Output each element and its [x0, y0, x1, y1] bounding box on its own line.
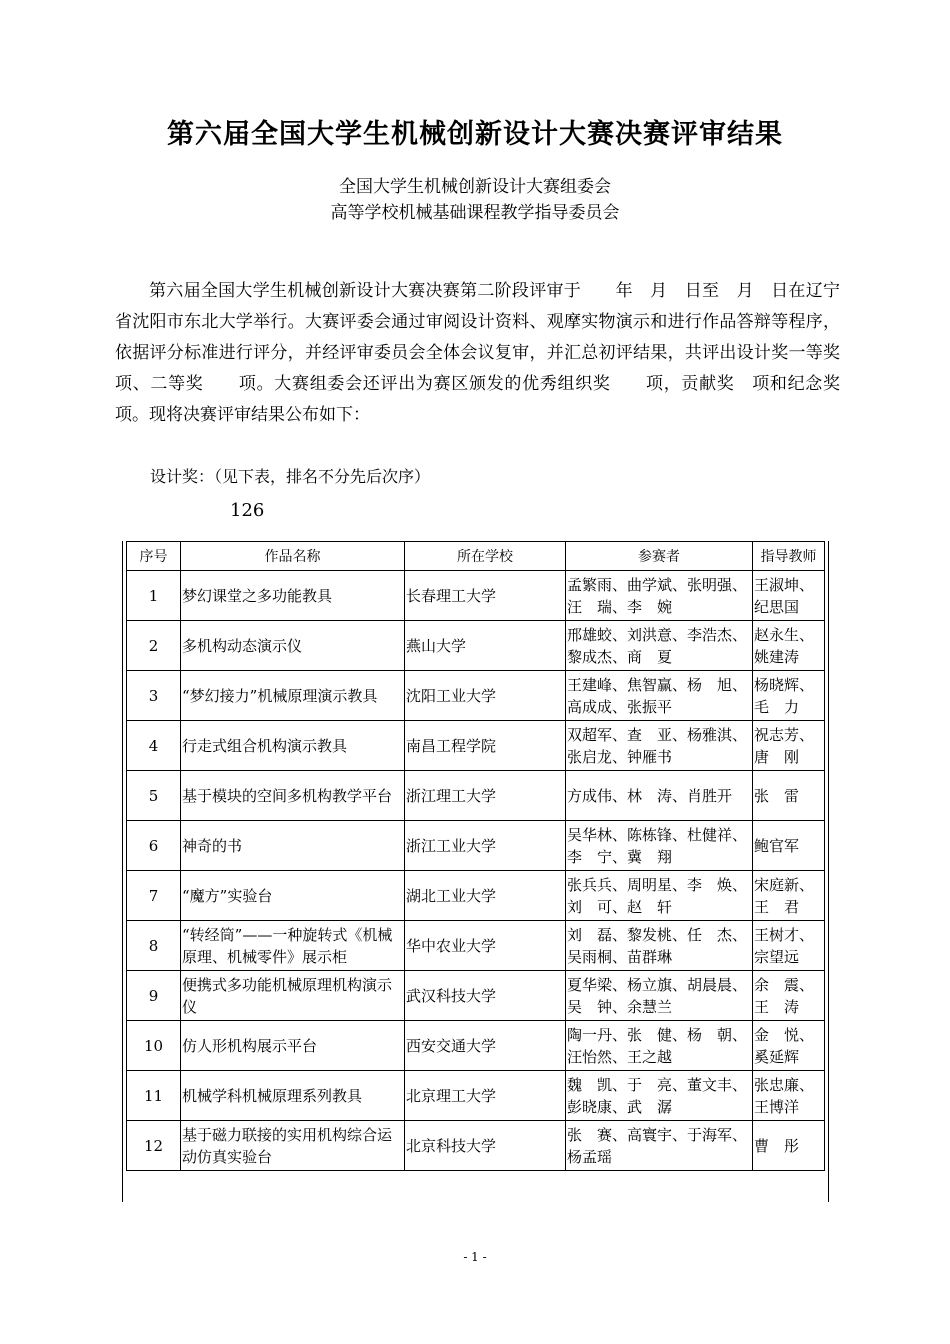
cell-work-name: 机械学科机械原理系列教具	[181, 1071, 405, 1121]
cell-school: 华中农业大学	[405, 921, 566, 971]
cell-participants: 张兵兵、周明星、李 焕、刘 可、赵 轩	[566, 871, 753, 921]
cell-school: 沈阳工业大学	[405, 671, 566, 721]
cell-advisors: 张忠廉、王博洋	[753, 1071, 825, 1121]
table-outer-border-right	[828, 541, 829, 1202]
cell-work-name: 仿人形机构展示平台	[181, 1021, 405, 1071]
cell-participants: 双超军、查 亚、杨雅淇、张启龙、钟雁书	[566, 721, 753, 771]
cell-work-name: 基于模块的空间多机构教学平台	[181, 771, 405, 821]
cell-school: 湖北工业大学	[405, 871, 566, 921]
cell-participants: 邢雄蛟、刘洪意、李浩杰、黎成杰、商 夏	[566, 621, 753, 671]
page-title: 第六届全国大学生机械创新设计大赛决赛评审结果	[167, 119, 783, 150]
organizer-1: 全国大学生机械创新设计大赛组委会	[339, 177, 611, 197]
cell-participants: 方成伟、林 涛、肖胜开	[566, 771, 753, 821]
table-body	[127, 571, 825, 1171]
cell-advisors: 赵永生、姚建涛	[753, 621, 825, 671]
cell-advisors: 宋庭新、王 君	[753, 871, 825, 921]
cell-no: 9	[127, 971, 181, 1021]
cell-school: 武汉科技大学	[405, 971, 566, 1021]
table-row	[127, 1071, 825, 1121]
cell-school: 燕山大学	[405, 621, 566, 671]
cell-work-name: 便携式多功能机械原理机构演示仪	[181, 971, 405, 1021]
cell-participants: 孟繁雨、曲学斌、张明强、汪 瑞、李 婉	[566, 571, 753, 621]
table-row	[127, 721, 825, 771]
organizer-2: 高等学校机械基础课程教学指导委员会	[330, 203, 620, 223]
cell-participants: 魏 凯、于 亮、董文丰、彭晓康、武 潺	[566, 1071, 753, 1121]
cell-participants: 王建峰、焦智赢、杨 旭、高成成、张振平	[566, 671, 753, 721]
cell-work-name: 基于磁力联接的实用机构综合运动仿真实验台	[181, 1121, 405, 1171]
cell-work-name: 行走式组合机构演示教具	[181, 721, 405, 771]
cell-school: 南昌工程学院	[405, 721, 566, 771]
cell-no: 5	[127, 771, 181, 821]
table-row	[127, 871, 825, 921]
cell-no: 7	[127, 871, 181, 921]
cell-advisors: 曹 彤	[753, 1121, 825, 1171]
cell-school: 北京科技大学	[405, 1121, 566, 1171]
cell-school: 浙江工业大学	[405, 821, 566, 871]
table-row	[127, 921, 825, 971]
table-row	[127, 621, 825, 671]
table-row	[127, 571, 825, 621]
cell-no: 2	[127, 621, 181, 671]
cell-advisors: 祝志芳、唐 刚	[753, 721, 825, 771]
cell-participants: 张 赛、高寰宇、于海军、杨孟瑶	[566, 1121, 753, 1171]
cell-no: 10	[127, 1021, 181, 1071]
cell-participants: 吴华林、陈栋锋、杜健祥、李 宁、冀 翔	[566, 821, 753, 871]
cell-no: 3	[127, 671, 181, 721]
header-school: 所在学校	[405, 542, 566, 571]
cell-participants: 刘 磊、黎发桃、任 杰、吴雨桐、苗群琳	[566, 921, 753, 971]
cell-no: 12	[127, 1121, 181, 1171]
cell-advisors: 杨晓辉、毛 力	[753, 671, 825, 721]
award-count: 126	[230, 500, 265, 521]
cell-school: 长春理工大学	[405, 571, 566, 621]
cell-no: 6	[127, 821, 181, 871]
cell-no: 1	[127, 571, 181, 621]
table-row	[127, 1121, 825, 1171]
table-outer-border-left	[122, 541, 123, 1202]
cell-school: 浙江理工大学	[405, 771, 566, 821]
header-participants: 参赛者	[566, 542, 753, 571]
table-header-row	[127, 542, 825, 571]
cell-advisors: 余 震、王 涛	[753, 971, 825, 1021]
cell-school: 北京理工大学	[405, 1071, 566, 1121]
table-row	[127, 821, 825, 871]
cell-participants: 陶一丹、张 健、杨 朝、汪怡然、王之越	[566, 1021, 753, 1071]
cell-work-name: “梦幻接力”机械原理演示教具	[181, 671, 405, 721]
cell-work-name: 梦幻课堂之多功能教具	[181, 571, 405, 621]
section-heading: 设计奖：（见下表，排名不分先后次序）	[150, 467, 431, 486]
cell-work-name: 多机构动态演示仪	[181, 621, 405, 671]
table-row	[127, 771, 825, 821]
cell-participants: 夏华梁、杨立旗、胡晨晨、吴 钟、余慧兰	[566, 971, 753, 1021]
cell-work-name: “转经筒”——一种旋转式《机械原理、机械零件》展示柜	[181, 921, 405, 971]
table-row	[127, 671, 825, 721]
cell-work-name: “魔方”实验台	[181, 871, 405, 921]
cell-advisors: 王淑坤、纪思国	[753, 571, 825, 621]
cell-work-name: 神奇的书	[181, 821, 405, 871]
cell-no: 4	[127, 721, 181, 771]
awards-table	[126, 541, 825, 1171]
cell-advisors: 王树才、宗望远	[753, 921, 825, 971]
table-row	[127, 1021, 825, 1071]
header-no: 序号	[127, 542, 181, 571]
cell-advisors: 金 悦、奚延辉	[753, 1021, 825, 1071]
cell-no: 8	[127, 921, 181, 971]
table-row	[127, 971, 825, 1021]
cell-school: 西安交通大学	[405, 1021, 566, 1071]
cell-no: 11	[127, 1071, 181, 1121]
header-advisors: 指导教师	[753, 542, 825, 571]
cell-advisors: 鲍官军	[753, 821, 825, 871]
intro-text: 第六届全国大学生机械创新设计大赛决赛第二阶段评审于 年 月 日至 月 日在辽宁省沈阳市东北大学举行。大赛评委会通过审阅设计资料、观摩实物演示和进行作品答辩等程序，依据评分标准进行评分，并经评审委员会全体会议复审，并汇总初评结果，共评出设计奖一等奖 项、二等奖 项。大赛组委会还评出为赛区颁发的优秀组织奖 项，贡献奖 项和纪念奖 项。现将决赛评审结果公布如下：	[115, 281, 874, 425]
cell-advisors: 张 雷	[753, 771, 825, 821]
header-name: 作品名称	[181, 542, 405, 571]
page-number: - 1 -	[463, 1250, 487, 1264]
intro-paragraph	[115, 276, 874, 431]
